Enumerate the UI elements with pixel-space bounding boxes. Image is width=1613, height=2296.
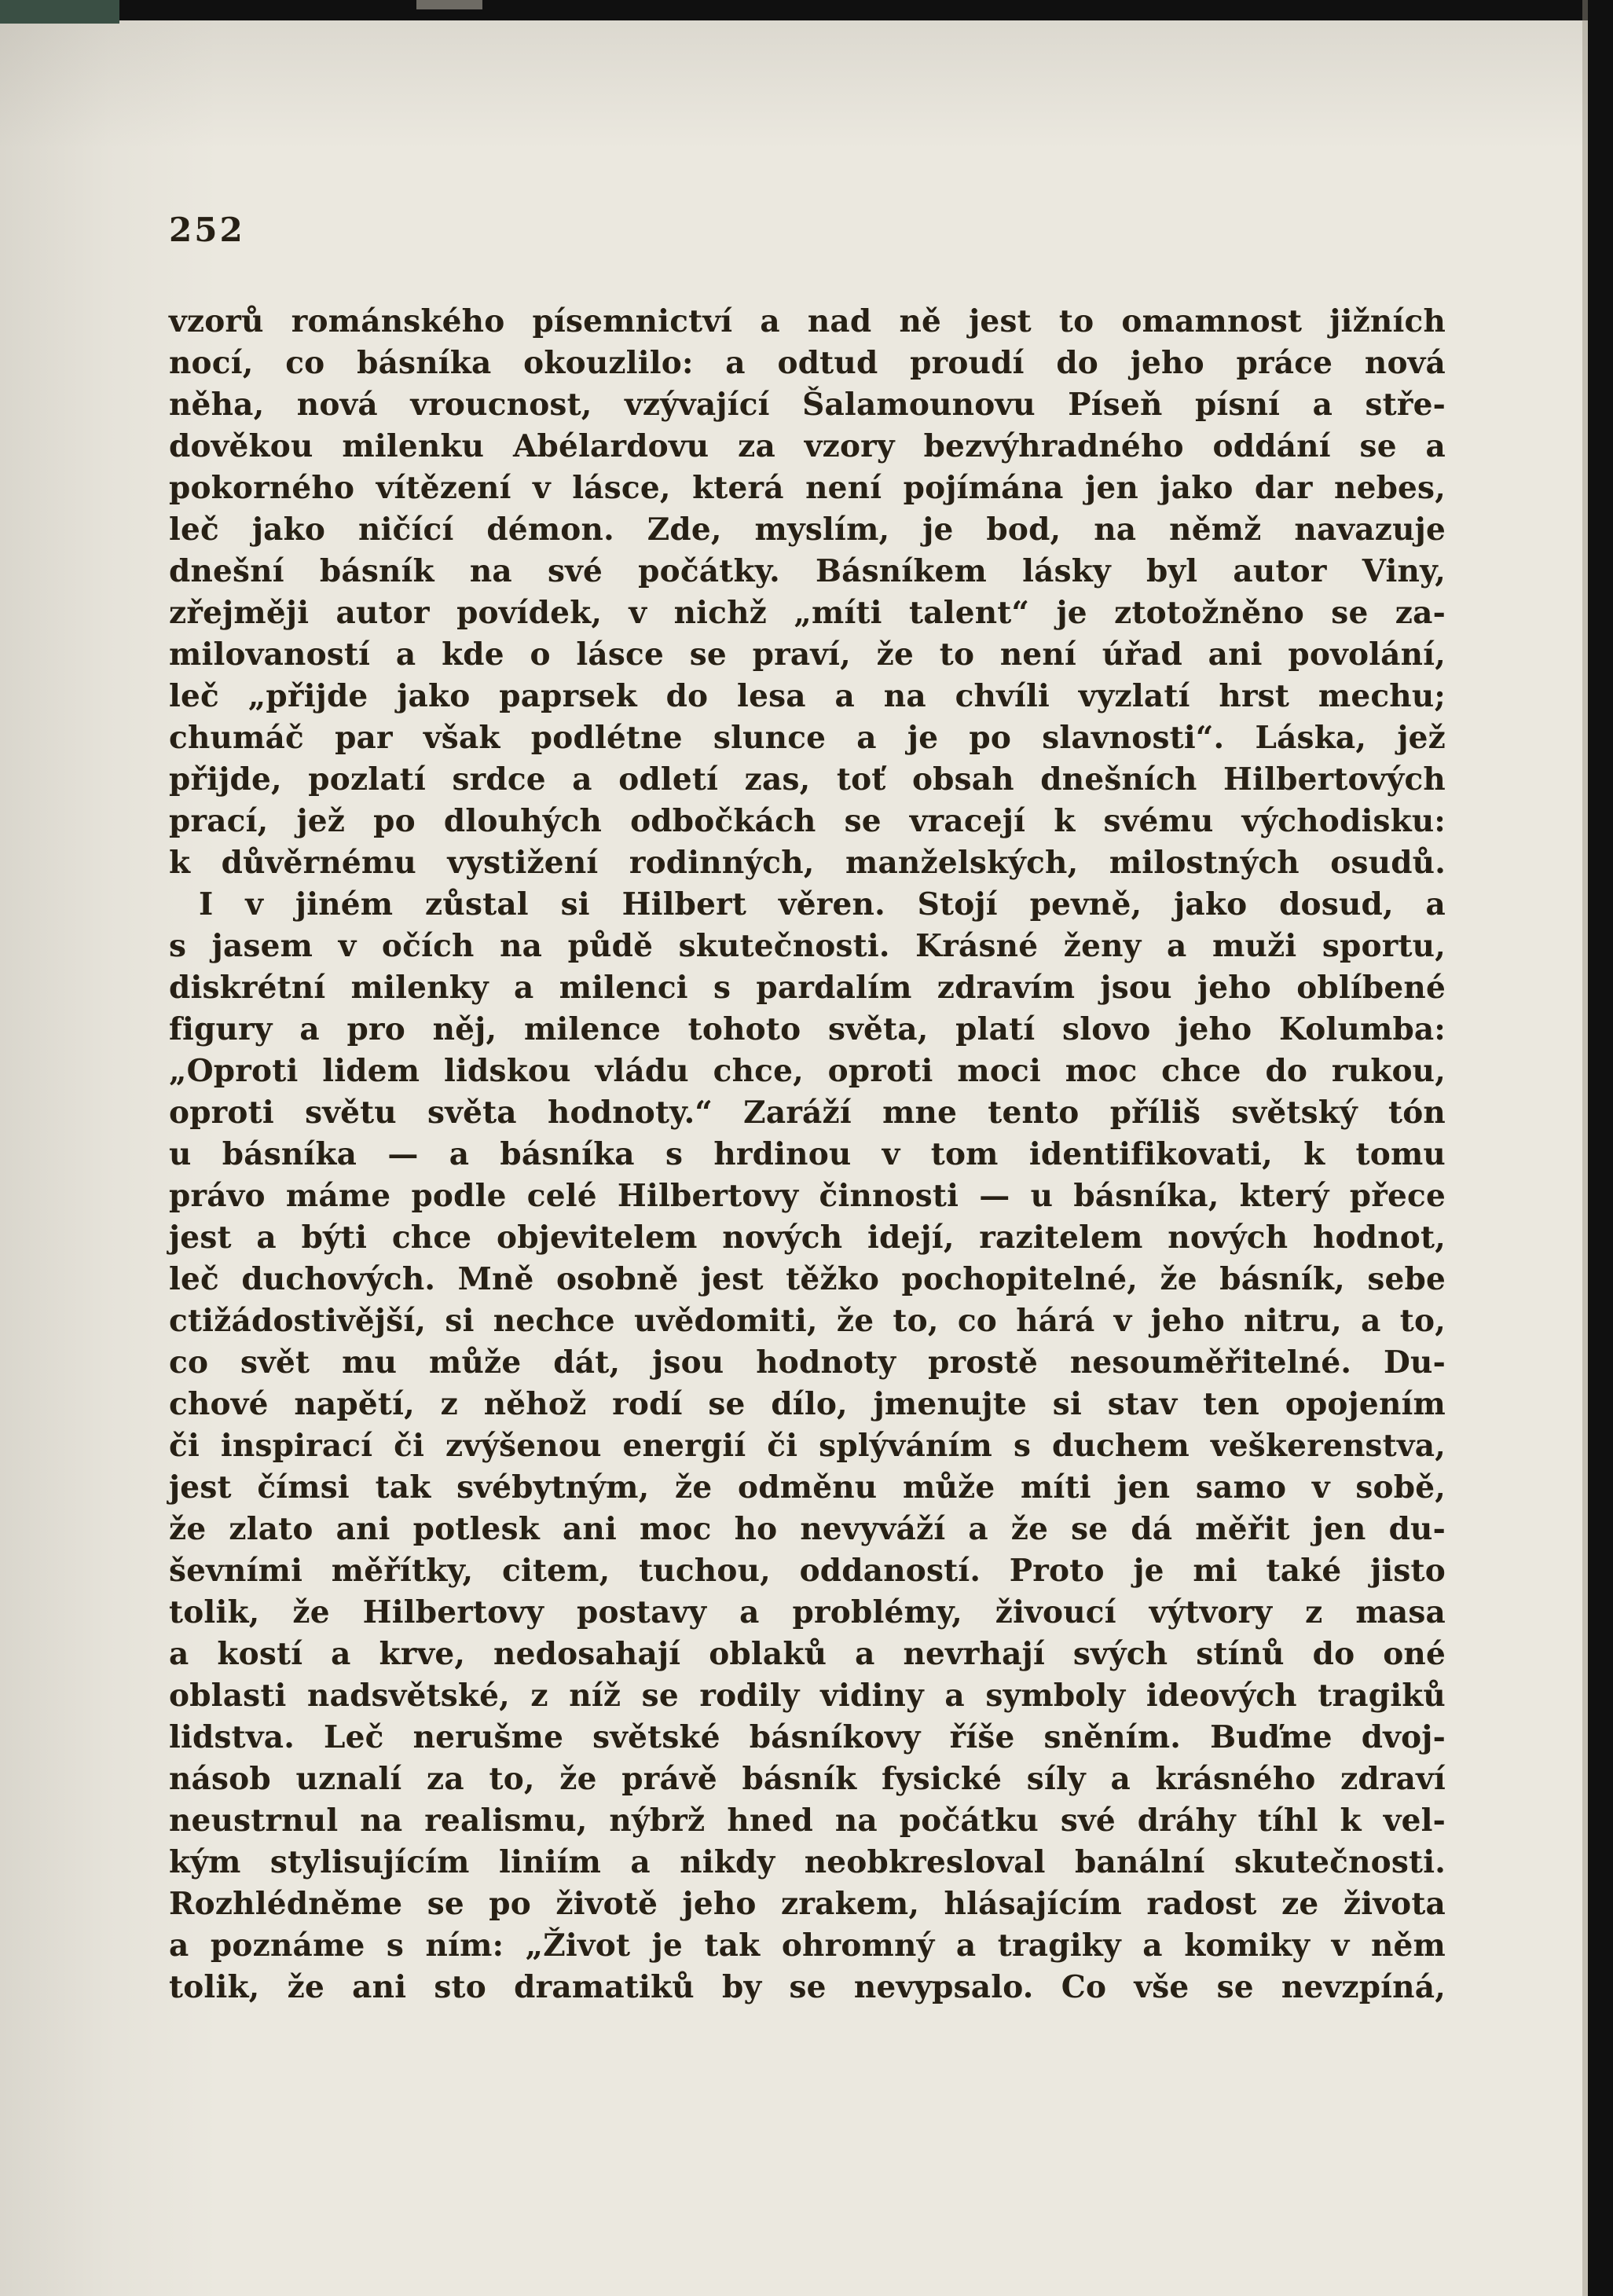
text-line: „Oproti lidem lidskou vládu chce, oproti moci moc chce do rukou, xyxy=(169,1053,1446,1089)
text-line: neustrnul na realismu, nýbrž hned na počátku své dráhy tíhl k vel- xyxy=(169,1803,1446,1839)
text-line: Rozhlédněme se po životě jeho zrakem, hlásajícím radost ze života xyxy=(169,1886,1446,1922)
text-line: milovaností a kde o lásce se praví, že to není úřad ani povolání, xyxy=(169,636,1446,673)
text-line: tolik, že Hilbertovy postavy a problémy, živoucí výtvory z masa xyxy=(169,1594,1446,1630)
text-line: zřejměji autor povídek, v nichž „míti talent“ je ztotožněno se za- xyxy=(169,595,1446,631)
body-text xyxy=(169,301,1446,2008)
text-line: tolik, že ani sto dramatiků by se nevypsalo. Co vše se nevzpíná, xyxy=(169,1969,1446,2005)
text-line: dověkou milenku Abélardovu za vzory bezvýhradného oddání se a xyxy=(169,428,1446,464)
text-line: chové napětí, z něhož rodí se dílo, jmenujte si stav ten opojením xyxy=(169,1386,1446,1422)
scan-edge-top xyxy=(0,0,1613,20)
text-line: jest a býti chce objevitelem nových idejí, razitelem nových hodnot, xyxy=(169,1220,1446,1256)
text-line: ctižádostivější, si nechce uvědomiti, že to, co hárá v jeho nitru, a to, xyxy=(169,1303,1446,1339)
text-line: diskrétní milenky a milenci s pardalím zdravím jsou jeho oblíbené xyxy=(169,970,1446,1006)
text-line: něha, nová vroucnost, vzývající Šalamounovu Píseň písní a stře- xyxy=(169,387,1446,423)
text-line: leč duchových. Mně osobně jest těžko pochopitelné, že básník, sebe xyxy=(169,1261,1446,1297)
text-line: k důvěrnému vystižení rodinných, manželských, milostných osudů. xyxy=(169,845,1446,881)
text-line: co svět mu může dát, jsou hodnoty prostě nesouměřitelné. Du- xyxy=(169,1344,1446,1381)
text-line: figury a pro něj, milence tohoto světa, platí slovo jeho Kolumba: xyxy=(169,1011,1446,1047)
text-line: právo máme podle celé Hilbertovy činnosti — u básníka, který přece xyxy=(169,1178,1446,1214)
text-line: jest čímsi tak svébytným, že odměnu může míti jen samo v sobě, xyxy=(169,1469,1446,1506)
text-line: chumáč par však podlétne slunce a je po slavnosti“. Láska, jež xyxy=(169,720,1446,756)
text-line: prací, jež po dlouhých odbočkách se vracejí k svému východisku: xyxy=(169,803,1446,839)
text-line: lidstva. Leč nerušme světské básníkovy říše sněním. Buďme dvoj- xyxy=(169,1719,1446,1755)
text-line: ševními měřítky, citem, tuchou, oddaností. Proto je mi také jisto xyxy=(169,1553,1446,1589)
scan-edge-corner xyxy=(0,0,119,24)
page-edge-highlight xyxy=(1582,0,1588,2296)
text-line: a poznáme s ním: „Život je tak ohromný a tragiky a komiky v něm xyxy=(169,1927,1446,1964)
text-line: a kostí a krve, nedosahají oblaků a nevrhají svých stínů do oné xyxy=(169,1636,1446,1672)
text-line: či inspirací či zvýšenou energií či splýváním s duchem veškerenstva, xyxy=(169,1428,1446,1464)
text-line: I v jiném zůstal si Hilbert věren. Stojí pevně, jako dosud, a xyxy=(199,886,1446,922)
text-line: že zlato ani potlesk ani moc ho nevyváží a že se dá měřit jen du- xyxy=(169,1511,1446,1547)
text-line: oblasti nadsvětské, z níž se rodily vidiny a symboly ideových tragiků xyxy=(169,1678,1446,1714)
text-line: dnešní básník na své počátky. Básníkem lásky byl autor Viny, xyxy=(169,553,1446,589)
text-line: u básníka — a básníka s hrdinou v tom identifikovati, k tomu xyxy=(169,1136,1446,1172)
text-line: oproti světu světa hodnoty.“ Zaráží mne tento příliš světský tón xyxy=(169,1095,1446,1131)
text-line: přijde, pozlatí srdce a odletí zas, toť obsah dnešních Hilbertových xyxy=(169,761,1446,798)
scan-edge-notch xyxy=(416,0,482,9)
page-number: 252 xyxy=(169,211,245,249)
scan-edge-right xyxy=(1588,0,1613,2296)
text-line: vzorů románského písemnictví a nad ně jest to omamnost jižních xyxy=(169,303,1446,339)
text-line: leč „přijde jako paprsek do lesa a na chvíli vyzlatí hrst mechu; xyxy=(169,678,1446,714)
text-line: kým stylisujícím liniím a nikdy neobkresloval banální skutečnosti. xyxy=(169,1844,1446,1880)
text-line: nocí, co básníka okouzlilo: a odtud proudí do jeho práce nová xyxy=(169,345,1446,381)
text-line: pokorného vítězení v lásce, která není pojímána jen jako dar nebes, xyxy=(169,470,1446,506)
text-line: leč jako ničící démon. Zde, myslím, je bod, na němž navazuje xyxy=(169,512,1446,548)
text-line: s jasem v očích na půdě skutečnosti. Krásné ženy a muži sportu, xyxy=(169,928,1446,964)
text-line: násob uznalí za to, že právě básník fysické síly a krásného zdraví xyxy=(169,1761,1446,1797)
